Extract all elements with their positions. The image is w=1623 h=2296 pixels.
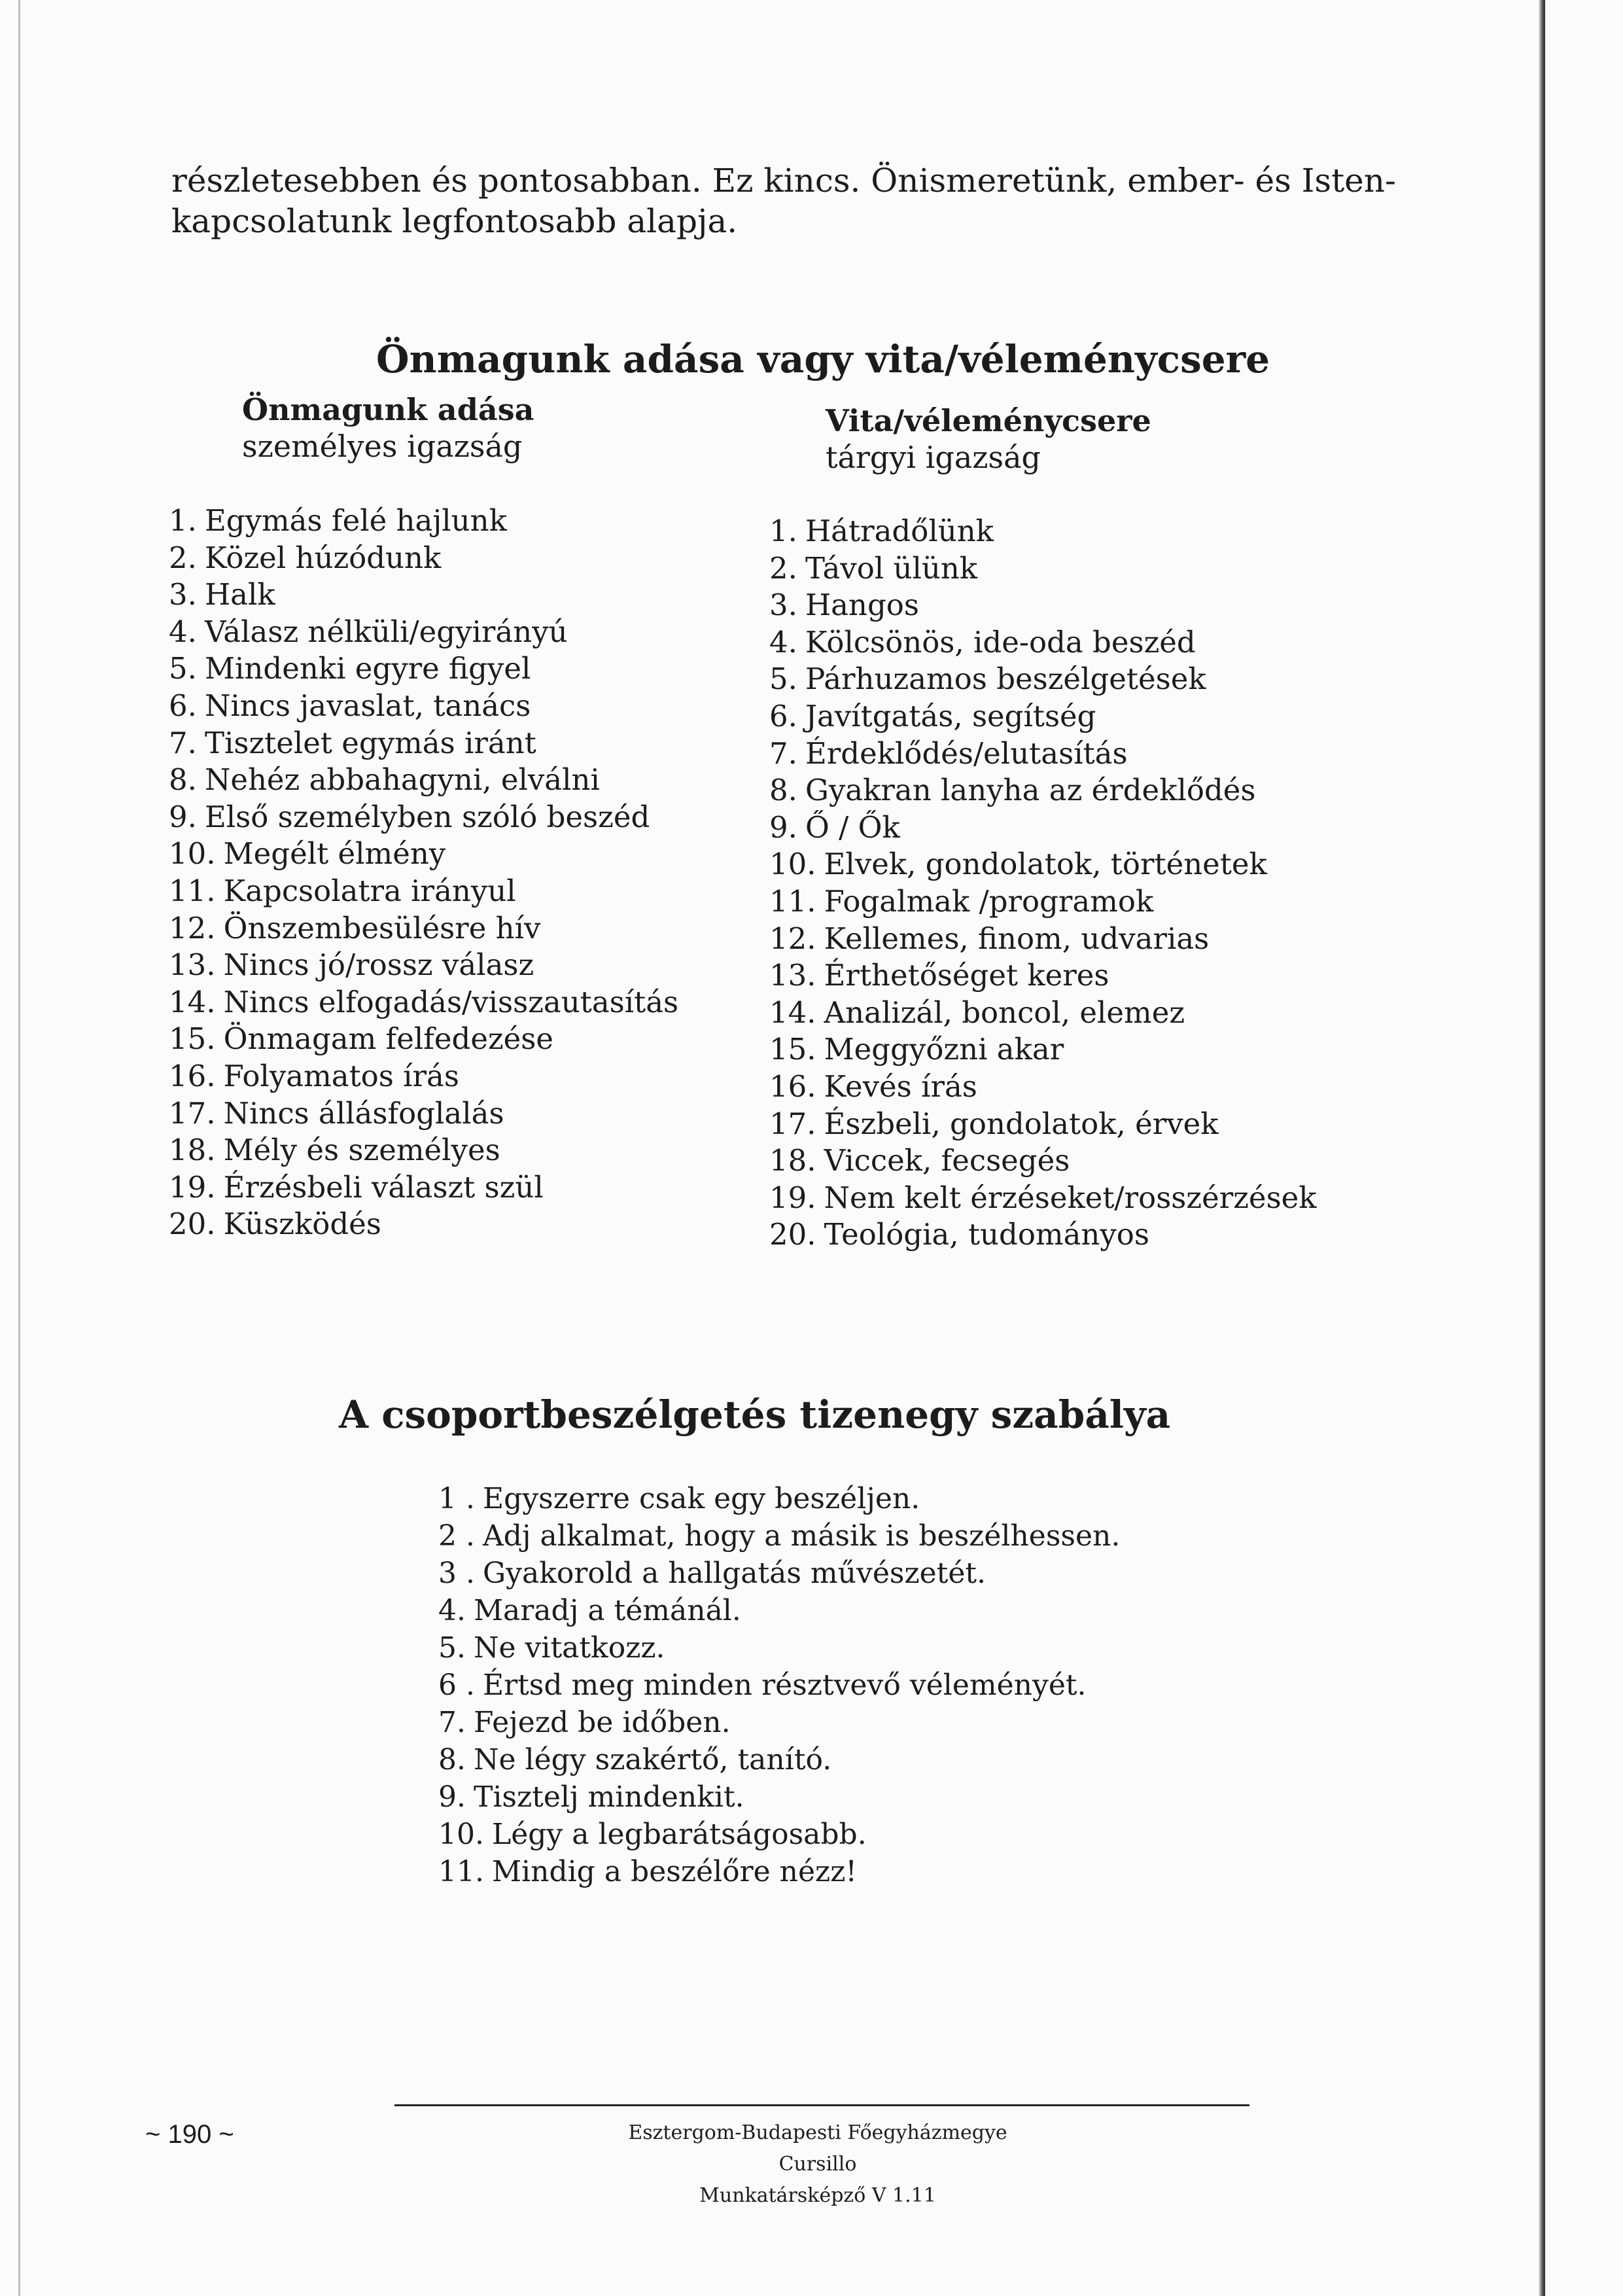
left-list-item-number: 20. bbox=[169, 1207, 216, 1242]
right-list-item bbox=[769, 1180, 1317, 1217]
left-list-item bbox=[169, 984, 678, 1021]
right-list-item-text: Hátradőlünk bbox=[805, 514, 994, 548]
left-list-item bbox=[169, 503, 678, 540]
right-list-item-number: 3. bbox=[769, 588, 797, 623]
right-column-heading: Vita/véleménycsere bbox=[826, 403, 1151, 438]
right-column-list bbox=[769, 513, 1317, 1254]
right-list-item-text: Érdeklődés/elutasítás bbox=[805, 735, 1128, 771]
right-list-item-number: 9. bbox=[769, 809, 797, 845]
right-list-item bbox=[769, 883, 1317, 921]
right-list-item-number: 16. bbox=[769, 1069, 816, 1104]
right-list-item-text: Hangos bbox=[805, 588, 919, 623]
left-list-item-number: 19. bbox=[169, 1169, 216, 1205]
intro-line-2: kapcsolatunk legfontosabb alapja. bbox=[171, 202, 738, 240]
rule-item bbox=[438, 1816, 1120, 1853]
right-list-item-number: 10. bbox=[769, 847, 816, 882]
right-list-item bbox=[769, 587, 1317, 624]
rule-item-number: 9. bbox=[438, 1780, 466, 1814]
left-list-item bbox=[169, 1021, 678, 1058]
left-list-item-text: Küszködés bbox=[223, 1207, 381, 1242]
footer-credit bbox=[589, 2117, 1047, 2212]
rule-item-number: 2 . bbox=[438, 1519, 475, 1553]
right-list-item-text: Észbeli, gondolatok, érvek bbox=[824, 1106, 1219, 1141]
left-list-item bbox=[169, 836, 678, 873]
left-list-item bbox=[169, 762, 678, 799]
left-list-item bbox=[169, 725, 678, 762]
right-list-item bbox=[769, 735, 1317, 773]
left-list-item bbox=[169, 614, 678, 651]
right-list-item bbox=[769, 1069, 1317, 1106]
rule-item-text: Légy a legbarátságosabb. bbox=[491, 1818, 867, 1851]
intro-line-1: részletesebben és pontosabban. Ez kincs. Önismeretünk, ember- és Isten- bbox=[171, 162, 1396, 200]
right-list-item-number: 17. bbox=[769, 1106, 816, 1141]
right-list-item bbox=[769, 846, 1317, 883]
right-list-item-number: 6. bbox=[769, 698, 797, 733]
rule-item-text: Fejezd be időben. bbox=[473, 1706, 731, 1739]
left-list-item bbox=[169, 540, 678, 577]
left-list-item-text: Megélt élmény bbox=[223, 836, 446, 872]
left-list-item-number: 17. bbox=[169, 1095, 216, 1131]
left-list-item-text: Halk bbox=[204, 577, 275, 612]
right-list-item bbox=[769, 1142, 1317, 1180]
right-list-item bbox=[769, 995, 1317, 1032]
left-list-item-text: Önszembesülésre hív bbox=[223, 910, 541, 945]
right-list-item bbox=[769, 1031, 1317, 1069]
left-list-item-number: 12. bbox=[169, 910, 216, 945]
left-list-item bbox=[169, 1058, 678, 1095]
left-list-item-text: Folyamatos írás bbox=[223, 1058, 459, 1093]
right-list-item-number: 5. bbox=[769, 662, 797, 697]
rule-item-text: Ne légy szakértő, tanító. bbox=[473, 1743, 832, 1776]
main-title: Önmagunk adása vagy vita/véleménycsere bbox=[376, 337, 1270, 381]
footer-divider bbox=[394, 2104, 1249, 2106]
left-list-item-text: Válasz nélküli/egyirányú bbox=[204, 614, 568, 649]
rule-item bbox=[438, 1853, 1120, 1890]
right-list-item-text: Párhuzamos beszélgetések bbox=[805, 662, 1206, 697]
left-list-item bbox=[169, 1169, 678, 1207]
left-column-list bbox=[169, 503, 678, 1243]
right-list-item bbox=[769, 1216, 1317, 1254]
page-number: ~ 190 ~ bbox=[145, 2120, 234, 2149]
left-list-item bbox=[169, 650, 678, 688]
rule-item-text: Ne vitatkozz. bbox=[473, 1631, 665, 1665]
left-list-item bbox=[169, 576, 678, 614]
left-list-item bbox=[169, 799, 678, 836]
left-list-item-number: 9. bbox=[169, 799, 197, 834]
right-list-item-number: 20. bbox=[769, 1217, 816, 1252]
left-list-item-number: 6. bbox=[169, 688, 197, 723]
intro-paragraph bbox=[171, 160, 1414, 241]
left-list-item-text: Egymás felé hajlunk bbox=[204, 503, 507, 538]
rules-title: A csoportbeszélgetés tizenegy szabálya bbox=[339, 1392, 1171, 1437]
rule-item-number: 7. bbox=[438, 1706, 466, 1739]
rule-item bbox=[438, 1704, 1120, 1741]
right-list-item bbox=[769, 624, 1317, 662]
right-list-item-number: 19. bbox=[769, 1180, 816, 1215]
left-list-item bbox=[169, 1132, 678, 1169]
right-list-item-text: Javítgatás, segítség bbox=[805, 698, 1096, 733]
left-list-item-text: Önmagam felfedezése bbox=[223, 1021, 554, 1057]
right-list-item-number: 2. bbox=[769, 550, 797, 586]
left-list-item-text: Nincs állásfoglalás bbox=[223, 1095, 504, 1131]
rule-item-number: 10. bbox=[438, 1818, 484, 1851]
right-list-item-text: Kellemes, finom, udvarias bbox=[824, 921, 1210, 956]
rule-item-number: 8. bbox=[438, 1743, 466, 1776]
footer-line-2: Munkatársképző V 1.11 bbox=[699, 2184, 936, 2207]
rule-item-number: 11. bbox=[438, 1855, 484, 1888]
left-list-item-text: Nincs elfogadás/visszautasítás bbox=[223, 984, 679, 1019]
rules-list bbox=[438, 1480, 1120, 1890]
left-column-header bbox=[242, 391, 534, 465]
right-list-item-text: Kevés írás bbox=[824, 1069, 977, 1104]
left-list-item-number: 5. bbox=[169, 651, 197, 686]
rule-item bbox=[438, 1517, 1120, 1555]
rule-item-text: Tisztelj mindenkit. bbox=[473, 1780, 744, 1814]
rule-item-number: 5. bbox=[438, 1631, 466, 1665]
right-list-item-text: Érthetőséget keres bbox=[824, 958, 1109, 993]
rule-item bbox=[438, 1629, 1120, 1667]
left-list-item-number: 11. bbox=[169, 873, 216, 908]
rule-item-number: 4. bbox=[438, 1594, 466, 1627]
left-list-item bbox=[169, 688, 678, 725]
right-list-item bbox=[769, 809, 1317, 847]
right-list-item-text: Elvek, gondolatok, történetek bbox=[824, 847, 1267, 882]
rule-item bbox=[438, 1480, 1120, 1517]
right-list-item-text: Nem kelt érzéseket/rosszérzések bbox=[824, 1180, 1317, 1215]
left-list-item-text: Nehéz abbahagyni, elválni bbox=[204, 762, 600, 798]
right-list-item bbox=[769, 957, 1317, 995]
left-column-subheading: személyes igazság bbox=[242, 429, 523, 464]
rule-item bbox=[438, 1667, 1120, 1704]
left-list-item-text: Nincs jó/rossz válasz bbox=[223, 947, 534, 983]
left-list-item bbox=[169, 873, 678, 910]
left-list-item bbox=[169, 1095, 678, 1133]
right-list-item-number: 4. bbox=[769, 624, 797, 660]
right-list-item bbox=[769, 661, 1317, 698]
right-list-item-text: Fogalmak /programok bbox=[824, 883, 1154, 919]
right-list-item-number: 15. bbox=[769, 1032, 816, 1067]
right-list-item-text: Teológia, tudományos bbox=[824, 1217, 1149, 1252]
right-list-item-text: Viccek, fecsegés bbox=[824, 1143, 1070, 1178]
left-list-item-text: Nincs javaslat, tanács bbox=[204, 688, 531, 723]
left-list-item-text: Mindenki egyre figyel bbox=[204, 651, 531, 686]
rule-item-text: Gyakorold a hallgatás művészetét. bbox=[482, 1557, 986, 1590]
left-list-item-text: Kapcsolatra irányul bbox=[223, 873, 516, 908]
left-list-item-text: Tisztelet egymás iránt bbox=[204, 725, 536, 760]
left-list-item-number: 14. bbox=[169, 984, 216, 1019]
left-list-item-text: Érzésbeli választ szül bbox=[223, 1169, 544, 1205]
right-column-header bbox=[826, 402, 1151, 476]
rule-item-number: 3 . bbox=[438, 1557, 475, 1590]
right-list-item-number: 7. bbox=[769, 735, 797, 771]
right-list-item bbox=[769, 698, 1317, 735]
right-column-subheading: tárgyi igazság bbox=[826, 440, 1041, 475]
right-list-item-number: 14. bbox=[769, 995, 816, 1030]
rule-item-text: Adj alkalmat, hogy a másik is beszélhessen. bbox=[482, 1519, 1121, 1553]
rule-item bbox=[438, 1778, 1120, 1816]
left-list-item-number: 10. bbox=[169, 836, 216, 872]
left-list-item-number: 13. bbox=[169, 947, 216, 983]
rule-item bbox=[438, 1592, 1120, 1629]
footer-line-1: Esztergom-Budapesti Főegyházmegye Cursillo bbox=[628, 2121, 1007, 2176]
left-list-item bbox=[169, 1206, 678, 1243]
right-list-item-text: Gyakran lanyha az érdeklődés bbox=[805, 773, 1256, 808]
rule-item-text: Mindig a beszélőre nézz! bbox=[491, 1855, 858, 1888]
right-list-item-number: 13. bbox=[769, 958, 816, 993]
right-list-item-number: 1. bbox=[769, 514, 797, 548]
right-list-item bbox=[769, 772, 1317, 809]
right-list-item-number: 18. bbox=[769, 1143, 816, 1178]
left-list-item-number: 2. bbox=[169, 540, 197, 575]
left-list-item-number: 4. bbox=[169, 614, 197, 649]
left-list-item-number: 8. bbox=[169, 762, 197, 798]
left-list-item-number: 3. bbox=[169, 577, 197, 612]
left-list-item-text: Mély és személyes bbox=[223, 1133, 500, 1168]
right-list-item bbox=[769, 921, 1317, 958]
right-list-item-number: 8. bbox=[769, 773, 797, 808]
right-list-item-text: Ő / Ők bbox=[805, 809, 900, 845]
rule-item-text: Értsd meg minden résztvevő véleményét. bbox=[482, 1669, 1087, 1702]
scan-edge-right bbox=[1539, 0, 1545, 2296]
right-list-item-text: Meggyőzni akar bbox=[824, 1032, 1064, 1067]
rule-item-text: Maradj a témánál. bbox=[473, 1594, 741, 1627]
right-list-item bbox=[769, 550, 1317, 588]
rule-item-number: 1 . bbox=[438, 1482, 475, 1515]
right-list-item bbox=[769, 1106, 1317, 1143]
left-list-item-text: Első személyben szóló beszéd bbox=[204, 799, 650, 834]
left-list-item bbox=[169, 910, 678, 947]
left-list-item-number: 7. bbox=[169, 725, 197, 760]
right-list-item bbox=[769, 513, 1317, 550]
left-list-item-number: 16. bbox=[169, 1058, 216, 1093]
rule-item-number: 6 . bbox=[438, 1669, 475, 1702]
left-column-heading: Önmagunk adása bbox=[242, 392, 534, 427]
left-list-item-number: 1. bbox=[169, 503, 197, 538]
right-list-item-number: 11. bbox=[769, 883, 816, 919]
left-list-item-text: Közel húzódunk bbox=[204, 540, 442, 575]
right-list-item-number: 12. bbox=[769, 921, 816, 956]
left-list-item bbox=[169, 947, 678, 984]
right-list-item-text: Kölcsönös, ide-oda beszéd bbox=[805, 624, 1196, 660]
right-list-item-text: Analizál, boncol, elemez bbox=[824, 995, 1185, 1030]
left-list-item-number: 18. bbox=[169, 1133, 216, 1168]
rule-item-text: Egyszerre csak egy beszéljen. bbox=[482, 1482, 920, 1515]
left-list-item-number: 15. bbox=[169, 1021, 216, 1057]
rule-item bbox=[438, 1741, 1120, 1778]
right-list-item-text: Távol ülünk bbox=[805, 550, 978, 586]
scan-edge-left bbox=[18, 0, 20, 2296]
rule-item bbox=[438, 1555, 1120, 1592]
